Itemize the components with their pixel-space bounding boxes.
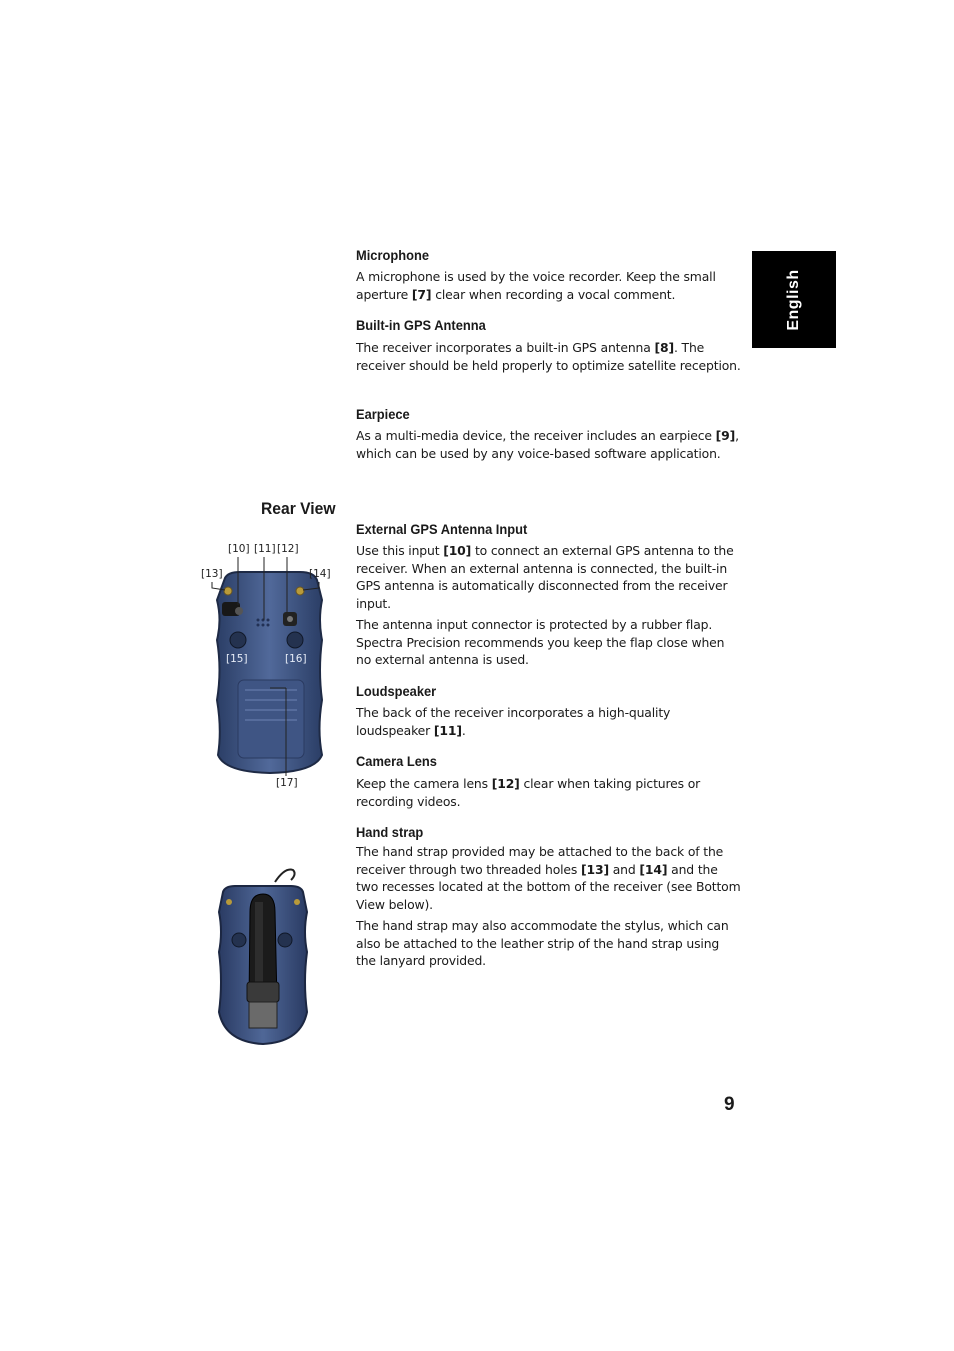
camera-heading: Camera Lens — [356, 753, 437, 769]
hand-strap-heading: Hand strap — [356, 824, 424, 840]
ext-antenna-text-2: The antenna input connector is protected by a rubber flap. Spectra Precision recommends you keep the flap close when no external antenna is used. — [356, 617, 725, 668]
hand-strap-device-image — [205, 862, 320, 1047]
language-tab — [752, 251, 836, 348]
loudspeaker-heading: Loudspeaker — [356, 683, 437, 699]
callout-12: [12] — [277, 543, 299, 555]
rear-view-title: Rear View — [261, 499, 336, 518]
callout-11: [11] — [254, 543, 276, 555]
microphone-text: A microphone is used by the voice recorder. Keep the small aperture [7] clear when recording a vocal comment. — [356, 269, 716, 302]
ext-antenna-text: Use this input [10] to connect an external GPS antenna to the receiver. When an external antenna is connected, the built-in GPS antenna is automatically disconnected from the receiver input. — [356, 543, 734, 611]
earpiece-text: As a multi-media device, the receiver includes an earpiece [9], which can be used by any voice-based software application. — [356, 428, 739, 461]
hand-strap-text: The hand strap provided may be attached to the back of the receiver through two threaded holes [13] and [14] and the two recesses located at the bottom of the receiver (see Bottom View below). — [356, 844, 741, 912]
hand-strap-text-2: The hand strap may also accommodate the stylus, which can also be attached to the leather strip of the hand strap using the lanyard provided. — [356, 918, 729, 969]
microphone-heading: Microphone — [356, 247, 429, 263]
callout-17: [17] — [276, 777, 298, 789]
earpiece-heading: Earpiece — [356, 406, 410, 422]
callout-16: [16] — [285, 653, 307, 665]
callout-14: [14] — [309, 568, 331, 580]
gps-antenna-heading: Built-in GPS Antenna — [356, 317, 486, 333]
callout-10: [10] — [228, 543, 250, 555]
camera-text: Keep the camera lens [12] clear when taking pictures or recording videos. — [356, 776, 701, 809]
gps-antenna-text: The receiver incorporates a built-in GPS antenna [8]. The receiver should be held properly to optimize satellite reception. — [356, 340, 741, 373]
callout-13: [13] — [201, 568, 223, 580]
language-tab-label: English — [785, 268, 802, 331]
loudspeaker-text: The back of the receiver incorporates a high-quality loudspeaker [11]. — [356, 705, 671, 738]
page-number: 9 — [724, 1094, 735, 1115]
callout-15: [15] — [226, 653, 248, 665]
ext-antenna-heading: External GPS Antenna Input — [356, 521, 528, 537]
